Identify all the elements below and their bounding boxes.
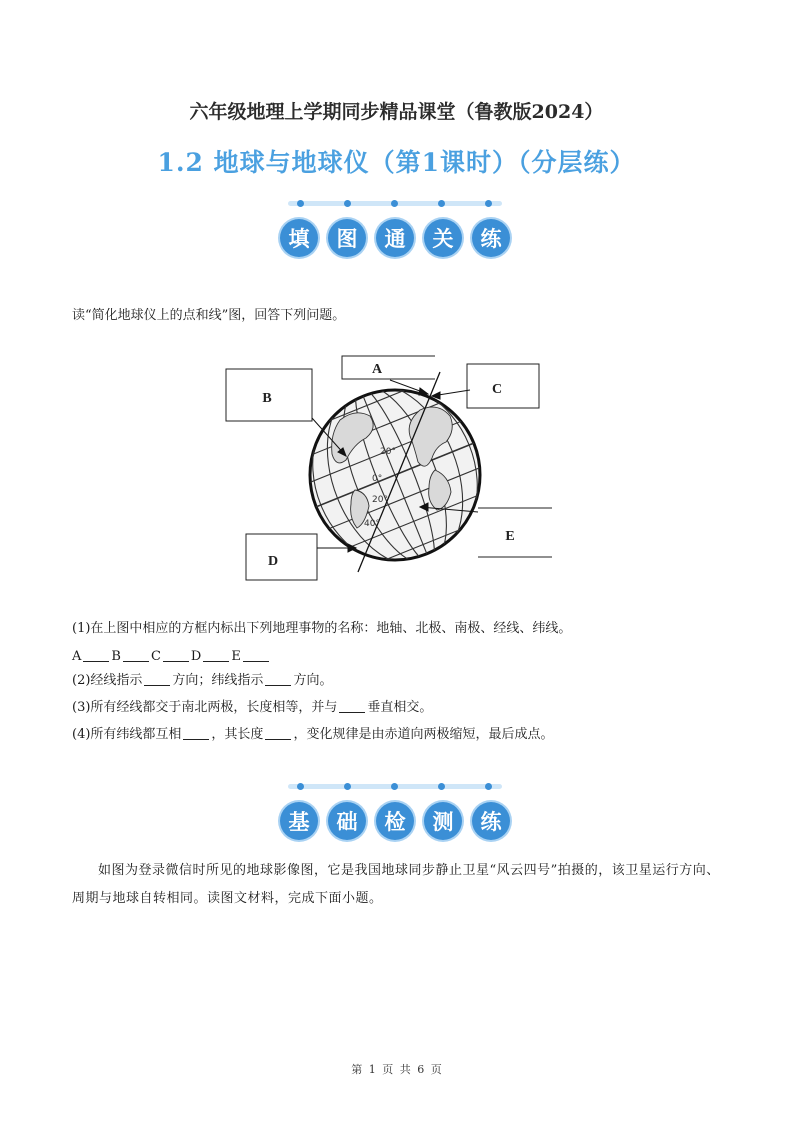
banner-dot — [297, 783, 304, 790]
blank-label: E — [231, 649, 241, 664]
banner-char: 练 — [472, 802, 510, 840]
banner-dot — [344, 783, 351, 790]
banner-dot — [485, 200, 492, 207]
banner-char: 检 — [376, 802, 414, 840]
question-text: (3)所有经线都交于南北两极，长度相等，并与 — [72, 700, 338, 715]
banner-dot — [391, 200, 398, 207]
question-text: ，其长度 — [211, 727, 264, 742]
label-e: E — [505, 529, 515, 544]
blank-label: D — [190, 649, 202, 664]
question-text: (4)所有纬线都互相 — [72, 727, 182, 742]
blank-label: B — [111, 649, 121, 664]
banner-dot — [297, 200, 304, 207]
section2-intro: 如图为登录微信时所见的地球影像图，它是我国地球同步静止卫星“风云四号”拍摄的，该卫星运行方向、周期与地球自转相同。读图文材料，完成下面小题。 — [72, 863, 720, 906]
degree-label: 0° — [372, 474, 383, 484]
question-1-blanks — [72, 647, 271, 666]
label-d: D — [267, 554, 279, 569]
degree-label: 20° — [380, 447, 396, 457]
label-c: C — [491, 382, 503, 397]
question-2 — [72, 671, 332, 690]
banner-dot — [438, 783, 445, 790]
question-text: ，变化规律是由赤道向两极缩短，最后成点。 — [293, 727, 554, 742]
banner-dot — [485, 783, 492, 790]
answer-blank[interactable] — [203, 647, 229, 662]
question-text: 方向；纬线指示 — [172, 673, 264, 688]
label-b: B — [262, 391, 272, 406]
label-box-d — [246, 534, 317, 580]
degree-label: 20° — [372, 495, 388, 505]
question-4 — [72, 725, 553, 744]
answer-blank[interactable] — [123, 647, 149, 662]
banner-dot — [391, 783, 398, 790]
answer-blank[interactable] — [339, 698, 365, 713]
globe-icon — [260, 350, 530, 585]
banner-dot — [344, 200, 351, 207]
banner-dot — [438, 200, 445, 207]
banner-char: 填 — [280, 219, 318, 257]
document-title: 六年级地理上学期同步精品课堂（鲁教版2024） — [189, 101, 604, 123]
answer-blank[interactable] — [144, 671, 170, 686]
question-text: 方向。 — [293, 673, 333, 688]
degree-label: 40° — [364, 519, 380, 529]
answer-blank[interactable] — [265, 725, 291, 740]
label-box-c — [467, 364, 539, 408]
globe-figure — [220, 350, 560, 585]
question-text: (2)经线指示 — [72, 673, 143, 688]
answer-blank[interactable] — [265, 671, 291, 686]
question-1: (1)在上图中相应的方框内标出下列地理事物的名称：地轴、北极、南极、经线、纬线。 — [72, 621, 572, 636]
blank-label: A — [72, 649, 82, 664]
label-box-a — [342, 356, 435, 379]
section-banner-basic-test — [280, 782, 510, 862]
answer-blank[interactable] — [243, 647, 269, 662]
banner-char: 基 — [280, 802, 318, 840]
answer-blank[interactable] — [183, 725, 209, 740]
banner-char: 图 — [328, 219, 366, 257]
banner-char: 础 — [328, 802, 366, 840]
label-a: A — [371, 362, 383, 377]
question-3 — [72, 698, 432, 717]
section-banner-fill-map — [280, 199, 510, 279]
section1-intro: 读“简化地球仪上的点和线”图，回答下列问题。 — [72, 308, 346, 323]
page-footer: 第 1 页 共 6 页 — [351, 1063, 442, 1076]
banner-char: 测 — [424, 802, 462, 840]
answer-blank[interactable] — [83, 647, 109, 662]
question-text: 垂直相交。 — [367, 700, 433, 715]
banner-char: 关 — [424, 219, 462, 257]
banner-char: 通 — [376, 219, 414, 257]
banner-char: 练 — [472, 219, 510, 257]
blank-label: C — [150, 649, 161, 664]
lesson-title: 1.2 地球与地球仪（第1课时）（分层练） — [157, 148, 636, 177]
answer-blank[interactable] — [163, 647, 189, 662]
